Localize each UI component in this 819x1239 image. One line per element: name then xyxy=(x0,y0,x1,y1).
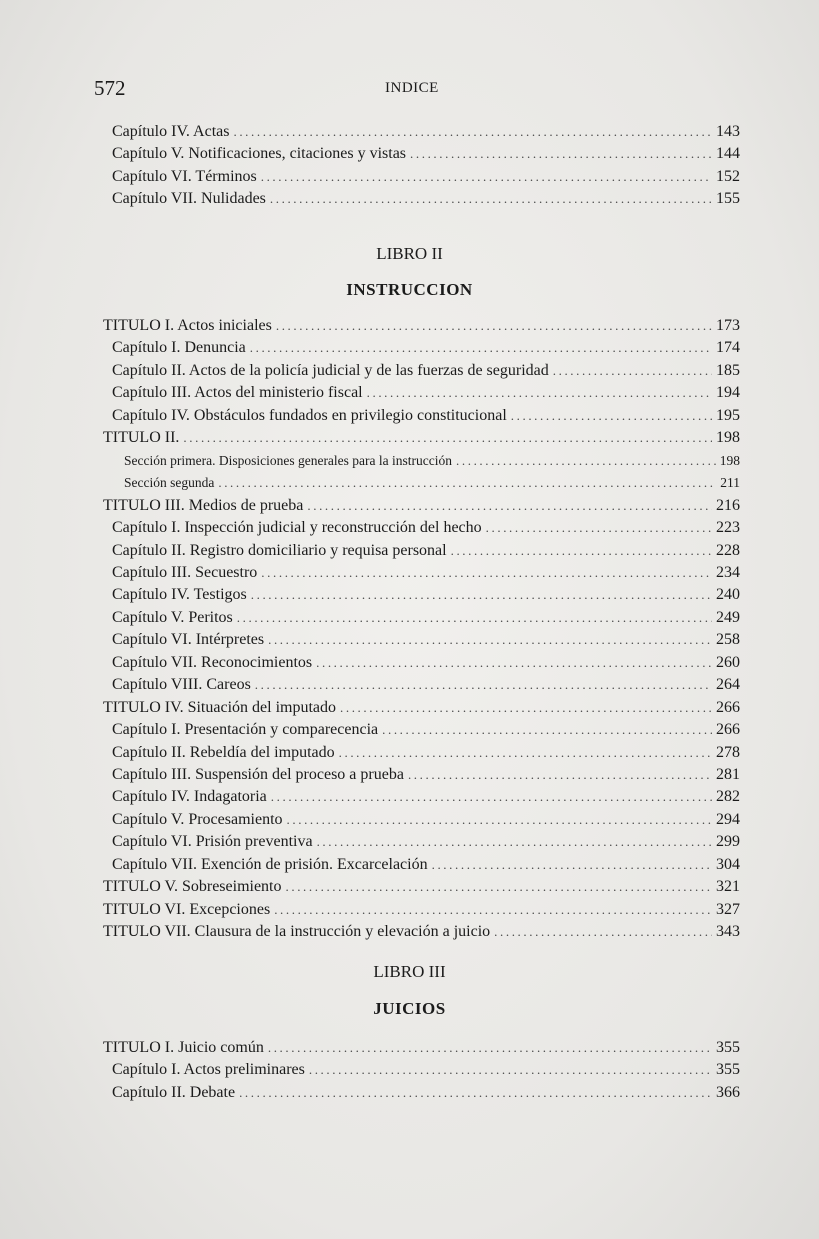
toc-entry-title: Capítulo III. Actos del ministerio fiscal xyxy=(112,384,363,402)
toc-entry-title: Capítulo VI. Prisión preventiva xyxy=(112,833,313,851)
dot-leader xyxy=(494,921,712,943)
toc-entry-title: Capítulo I. Denuncia xyxy=(112,339,246,357)
toc-entry xyxy=(112,652,740,674)
dot-leader xyxy=(367,382,712,404)
toc-entry-title: TITULO VII. Clausura de la instrucción y elevación a juicio xyxy=(103,923,491,941)
toc-entry-title: Capítulo VII. Nulidades xyxy=(112,189,266,207)
toc-entry-title: Sección primera. Disposiciones generales para la instrucción xyxy=(124,452,453,468)
dot-leader xyxy=(317,831,712,853)
toc-entry-title: Capítulo I. Inspección judicial y reconstrucción del hecho xyxy=(112,519,482,537)
toc-entry-page: 266 xyxy=(716,698,740,716)
toc-entry xyxy=(112,809,740,831)
toc-entry-page: 143 xyxy=(716,123,740,140)
toc-entry-title: TITULO I. Actos iniciales xyxy=(103,317,272,334)
dot-leader xyxy=(268,1037,712,1059)
toc-entry-page: 266 xyxy=(716,721,740,739)
toc-entry xyxy=(112,517,740,539)
toc-entry-title: Capítulo III. Secuestro xyxy=(112,563,258,581)
toc-entry xyxy=(112,1082,740,1104)
dot-leader xyxy=(183,427,712,449)
toc-entry xyxy=(112,764,740,786)
toc-entry-page: 228 xyxy=(716,541,740,559)
dot-leader xyxy=(340,697,712,719)
toc-entry-title: Capítulo VII. Reconocimientos xyxy=(112,653,313,671)
dot-leader xyxy=(274,899,712,921)
toc-entry xyxy=(112,607,740,629)
toc-entry-page: 155 xyxy=(716,189,740,207)
dot-leader xyxy=(237,607,712,629)
dot-leader xyxy=(432,854,712,876)
toc-entry-page: 294 xyxy=(716,810,740,828)
toc-entry-page: 211 xyxy=(720,475,740,491)
toc-entry-page: 258 xyxy=(716,631,740,649)
toc-entry-page: 343 xyxy=(716,923,740,941)
toc-entry xyxy=(112,405,740,427)
toc-entry xyxy=(112,1059,740,1081)
dot-leader xyxy=(309,1059,712,1081)
toc-entry xyxy=(112,562,740,584)
toc-entry xyxy=(124,450,740,472)
dot-leader xyxy=(255,674,712,696)
toc-entry xyxy=(103,1037,740,1059)
page-number: 572 xyxy=(94,76,126,100)
toc-entry xyxy=(112,854,740,876)
toc-entry-title: Capítulo II. Actos de la policía judicial y de las fuerzas de seguridad xyxy=(112,361,549,379)
toc-entry-title: TITULO V. Sobreseimiento xyxy=(103,878,282,896)
toc-entry-page: 234 xyxy=(716,563,740,581)
toc-entry-page: 282 xyxy=(716,788,740,806)
toc-entry-page: 281 xyxy=(716,766,740,783)
toc-entry-page: 355 xyxy=(716,1061,740,1079)
dot-leader xyxy=(251,584,712,606)
dot-leader xyxy=(486,517,712,539)
toc-entry-page: 223 xyxy=(716,519,740,537)
toc-entry-title: Capítulo II. Rebeldía del imputado xyxy=(112,743,335,761)
toc-entry-title: Capítulo IV. Actas xyxy=(112,123,230,140)
toc-entry-page: 198 xyxy=(719,452,740,468)
toc-entry xyxy=(112,786,740,808)
dot-leader xyxy=(408,764,712,786)
toc-entry-page: 355 xyxy=(716,1039,740,1056)
toc-entry-title: Capítulo II. Debate xyxy=(112,1083,236,1101)
dot-leader xyxy=(239,1082,712,1104)
toc-entry xyxy=(112,742,740,764)
dot-leader xyxy=(456,450,716,472)
dot-leader xyxy=(287,809,712,831)
dot-leader xyxy=(218,472,716,494)
toc-entry-title: Capítulo I. Presentación y comparecencia xyxy=(112,721,379,739)
toc-entry xyxy=(112,121,740,143)
dot-leader xyxy=(553,360,712,382)
toc-entry-page: 304 xyxy=(716,855,740,873)
toc-entry xyxy=(112,584,740,606)
dot-leader xyxy=(286,876,713,898)
toc-entry xyxy=(103,427,740,449)
toc-entry-title: Capítulo VIII. Careos xyxy=(112,676,251,694)
toc-entry xyxy=(112,143,740,165)
toc-entry-title: Capítulo V. Notificaciones, citaciones y vistas xyxy=(112,145,407,163)
toc-entry-title: Capítulo IV. Obstáculos fundados en privilegio constitucional xyxy=(112,406,507,424)
toc-entry xyxy=(103,315,740,337)
toc-entry-title: Capítulo V. Procesamiento xyxy=(112,810,283,828)
juicios-heading: JUICIOS xyxy=(373,999,446,1018)
toc-entry xyxy=(103,697,740,719)
toc-entry-page: 195 xyxy=(716,406,740,424)
toc-entry xyxy=(112,382,740,404)
dot-leader xyxy=(382,719,712,741)
dot-leader xyxy=(316,652,712,674)
toc-entry-page: 327 xyxy=(716,900,740,918)
toc-entry xyxy=(112,188,740,210)
libro-iii-label: LIBRO III xyxy=(373,962,446,981)
toc-entry xyxy=(112,337,740,359)
instruccion-heading: INSTRUCCION xyxy=(346,280,473,299)
toc-entry xyxy=(112,719,740,741)
toc-entry-page: 260 xyxy=(716,653,740,671)
toc-entry-page: 249 xyxy=(716,608,740,626)
toc-entry-title: Capítulo III. Suspensión del proceso a prueba xyxy=(112,766,404,783)
toc-entry-title: TITULO VI. Excepciones xyxy=(103,900,271,918)
toc-entry-page: 299 xyxy=(716,833,740,851)
toc-entry-title: Capítulo IV. Testigos xyxy=(112,586,247,604)
toc-entry-page: 152 xyxy=(716,167,740,185)
dot-leader xyxy=(270,188,712,210)
dot-leader xyxy=(339,742,712,764)
toc-entry-title: TITULO II. xyxy=(103,429,180,447)
toc-entry xyxy=(112,831,740,853)
toc-entry xyxy=(103,876,740,898)
dot-leader xyxy=(233,121,712,143)
dot-leader xyxy=(451,540,712,562)
dot-leader xyxy=(250,337,712,359)
toc-entry xyxy=(112,540,740,562)
dot-leader xyxy=(410,143,712,165)
toc-entry-page: 321 xyxy=(716,878,740,896)
toc-entry-page: 194 xyxy=(716,384,740,402)
toc-entry-page: 366 xyxy=(716,1083,740,1101)
toc-entry-page: 264 xyxy=(716,676,740,694)
toc-entry-title: Capítulo V. Peritos xyxy=(112,608,233,626)
toc-entry-title: Capítulo VI. Términos xyxy=(112,167,257,185)
toc-entry-page: 185 xyxy=(716,361,740,379)
toc-entry xyxy=(103,921,740,943)
toc-entry-title: Capítulo VII. Exención de prisión. Excarcelación xyxy=(112,855,428,873)
toc-entry-page: 173 xyxy=(716,317,740,334)
toc-entry-page: 216 xyxy=(716,496,740,514)
toc-entry-title: Capítulo IV. Indagatoria xyxy=(112,788,267,806)
toc-entry-title: Sección segunda xyxy=(124,475,215,491)
toc-entry xyxy=(124,472,740,494)
toc-entry xyxy=(103,495,740,517)
toc-entry-title: Capítulo I. Actos preliminares xyxy=(112,1061,305,1079)
dot-leader xyxy=(511,405,712,427)
toc-entry-page: 144 xyxy=(716,145,740,163)
toc-entry-title: TITULO III. Medios de prueba xyxy=(103,496,304,514)
toc-entry xyxy=(112,166,740,188)
toc-entry-page: 278 xyxy=(716,743,740,761)
toc-entry-page: 174 xyxy=(716,339,740,357)
toc-entry xyxy=(112,629,740,651)
dot-leader xyxy=(307,495,712,517)
toc-entry xyxy=(103,899,740,921)
toc-entry-title: Capítulo II. Registro domiciliario y requisa personal xyxy=(112,541,447,559)
toc-entry-title: TITULO I. Juicio común xyxy=(103,1039,264,1056)
toc-entry xyxy=(112,360,740,382)
running-title: INDICE xyxy=(385,80,439,96)
toc-entry-title: TITULO IV. Situación del imputado xyxy=(103,698,336,716)
dot-leader xyxy=(261,166,712,188)
dot-leader xyxy=(271,786,712,808)
dot-leader xyxy=(261,562,712,584)
toc-entry-title: Capítulo VI. Intérpretes xyxy=(112,631,265,649)
toc-entry-page: 198 xyxy=(716,429,740,447)
libro-ii-label: LIBRO II xyxy=(376,244,443,263)
dot-leader xyxy=(268,629,712,651)
toc-entry-page: 240 xyxy=(716,586,740,604)
toc-entry xyxy=(112,674,740,696)
dot-leader xyxy=(276,315,712,337)
